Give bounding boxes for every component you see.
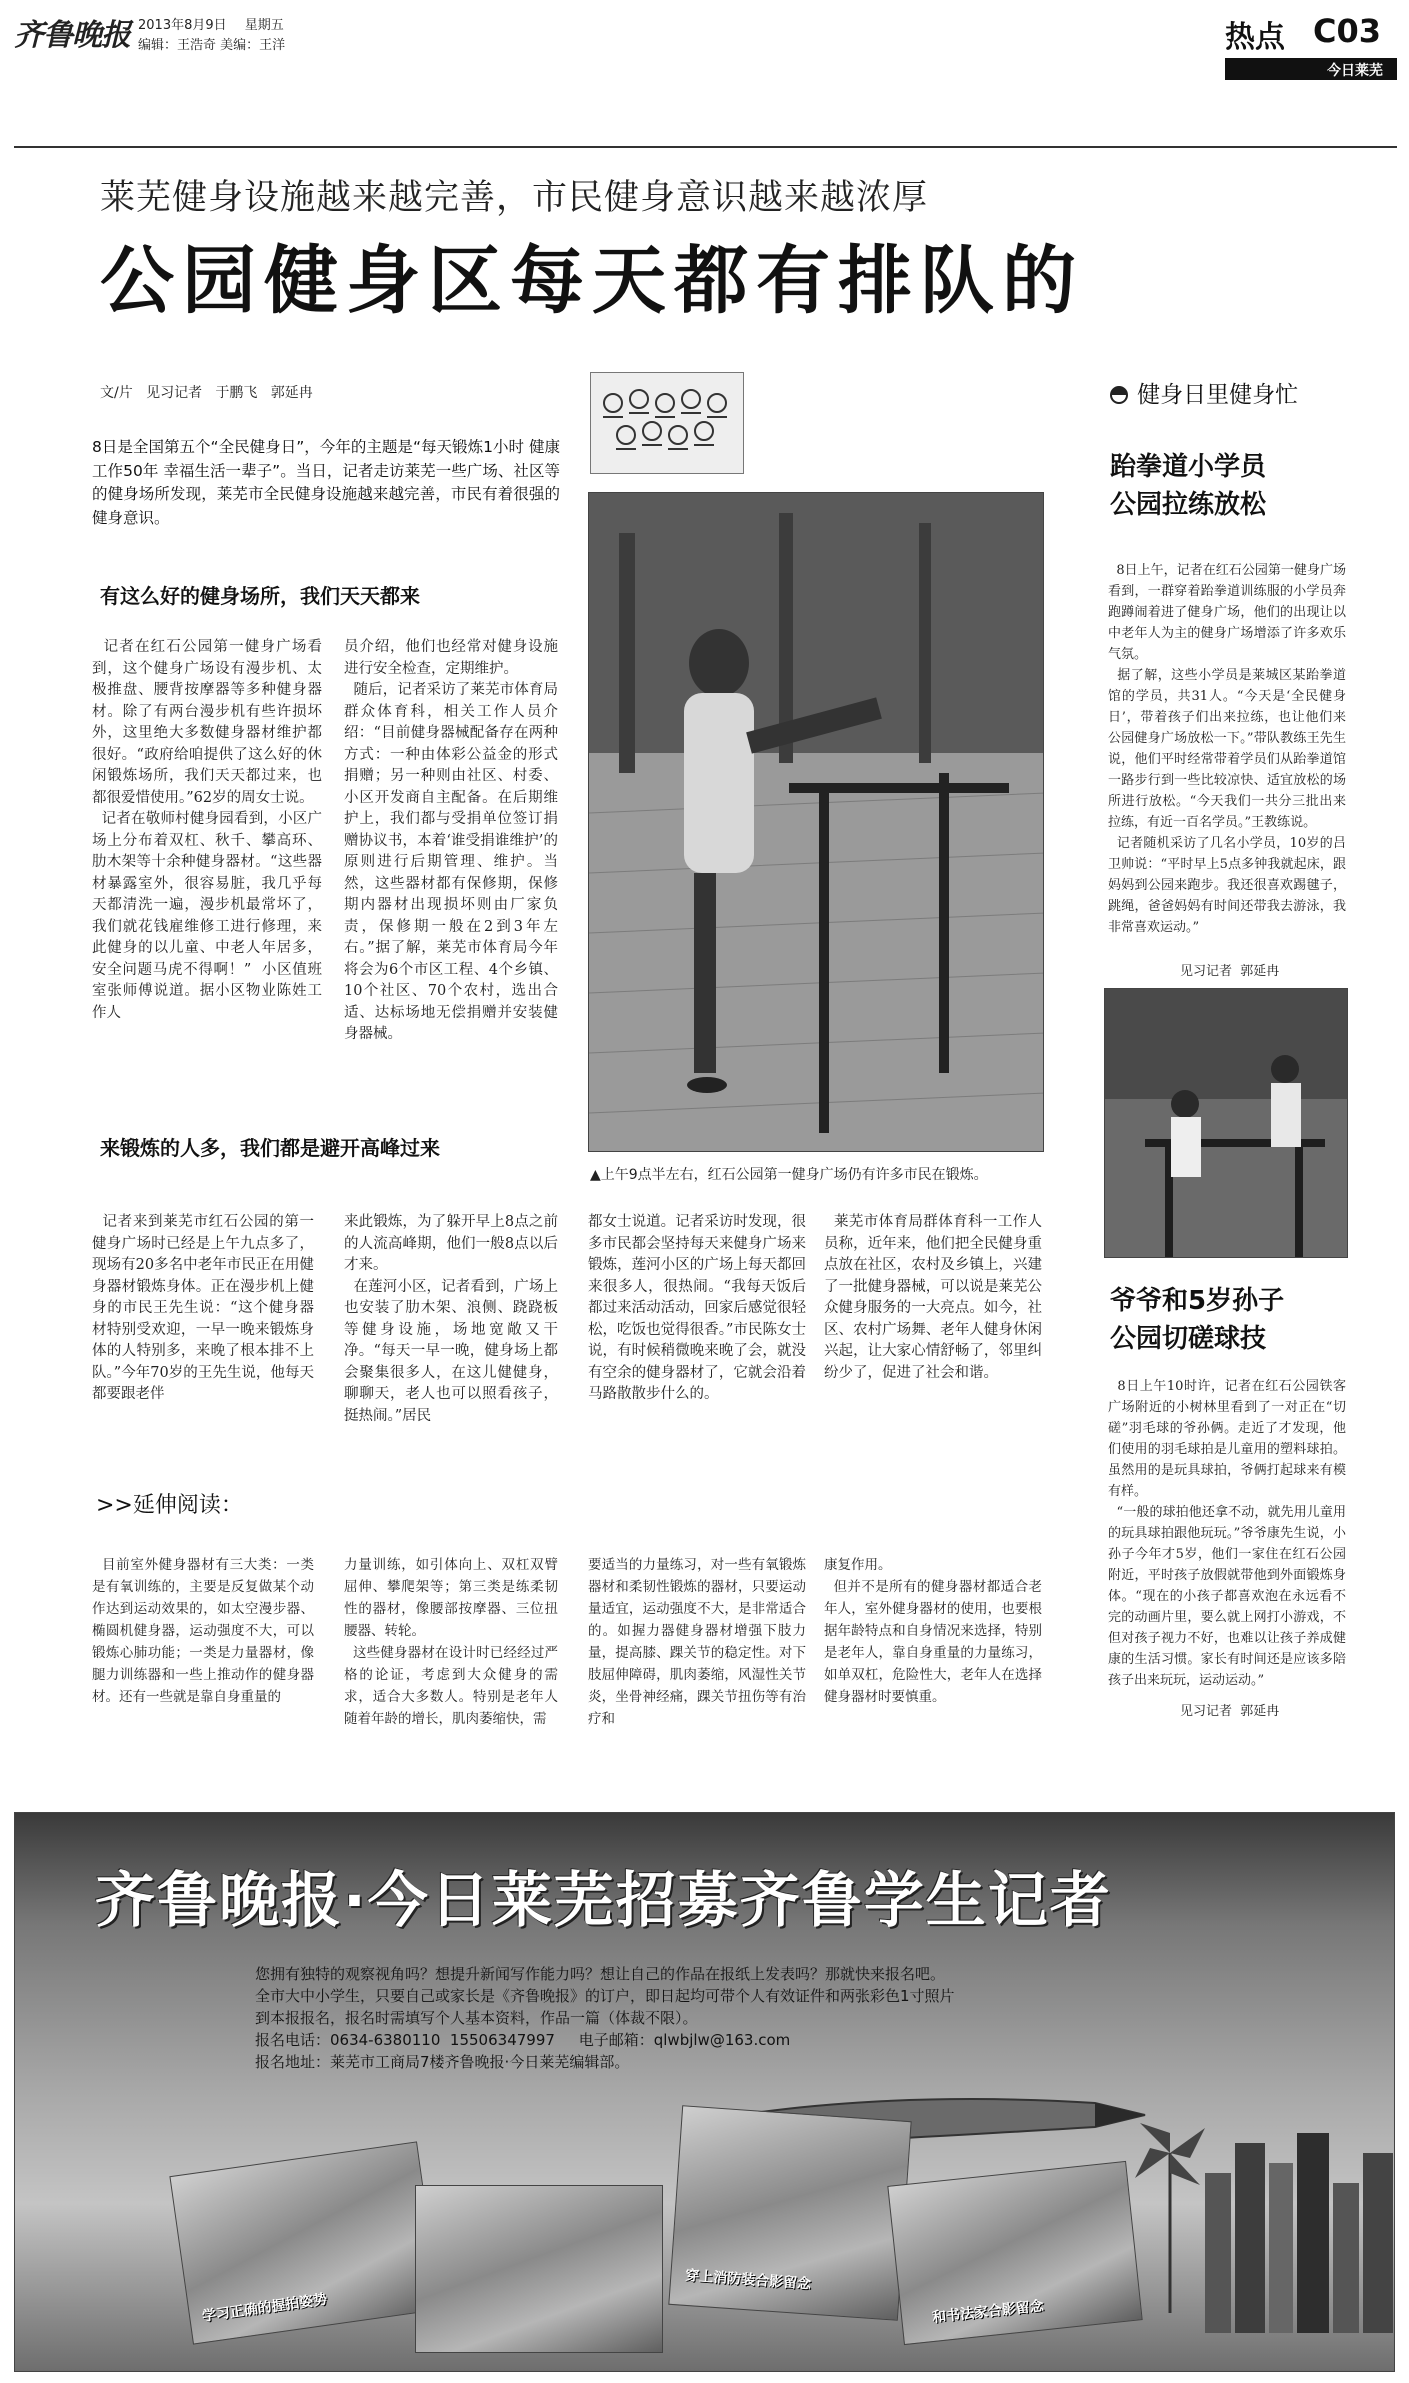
ad-text-block	[255, 1963, 1105, 2073]
ad-line-5: 报名地址：莱芜市工商局7楼齐鲁晚报·今日莱芜编辑部。	[255, 2053, 630, 2071]
section2-col3: 都女士说道。记者采访时发现，很多市民都会坚持每天来健身广场来锻炼，莲河小区的广场上每天都回来很多人，很热闹。“我每天饭后都过来活动活动，回家后感觉很轻松，吃饭也觉得很香。”市民陈女士说，有时候稍微晚来晚了会，就没有空余的健身器材了，它就会沿着马路散散步什么的。	[588, 1214, 806, 1402]
editor-line: 编辑：王浩奇 美编：王洋	[138, 38, 286, 53]
extended-col1: 目前室外健身器材有三大类：一类是有氧训练的，主要是反复做某个动作达到运动效果的，如太空漫步器、椭圆机健身器，运动强度不大，可以锻炼心肺功能；一类是力量器材，像腿力训练器和一些上推动作的健身器材。还有一些就是靠自身重量的	[92, 1557, 314, 1705]
ad-line-3: 到本报报名，报名时需填写个人基本资料，作品一篇（体裁不限）。	[255, 2009, 698, 2027]
ad-photo-1	[169, 2141, 440, 2344]
ad-photo-2	[415, 2185, 663, 2353]
cartoon-figures-icon	[591, 373, 743, 473]
masthead-rule	[14, 146, 1397, 148]
byline: 文/片 见习记者 于鹏飞 郭延冉	[100, 385, 313, 401]
ad-title: 齐鲁晚报·今日莱芜招募齐鲁学生记者	[95, 1866, 1112, 1936]
section1-title: 有这么好的健身场所，我们天天都来	[100, 584, 420, 608]
park-fitness-photo	[589, 493, 1044, 1152]
extended-col4: 康复作用。 但并不是所有的健身器材都适合老年人，室外健身器材的使用，也要根据年龄特点和自身情况来选择，特别是老年人，靠自身重量的力量练习，如单双杠，危险性大，老年人在选择健身器材时要慎重。	[824, 1557, 1042, 1705]
story1-sign: 见习记者 郭延冉	[1180, 964, 1280, 979]
extended-title: >>延伸阅读：	[96, 1493, 243, 1518]
extended-col2: 力量训练，如引体向上、双杠双臂屈伸、攀爬架等；第三类是练柔韧性的器材，像腰部按摩器、三位扭腰器、转轮。 这些健身器材在设计时已经经过严格的论证，考虑到大众健身的需求，适合大多数人。特别是老年人随着年龄的增长，肌肉萎缩快，需	[344, 1557, 558, 1727]
section-name: 热点	[1225, 20, 1285, 55]
story1-title-line1: 跆拳道小学员	[1110, 452, 1267, 482]
story2-body: 8日上午10时许，记者在红石公园铁客广场附近的小树林里看到了一对正在“切磋”羽毛球的爷孙俩。走近了才发现，他们使用的羽毛球拍是儿童用的塑料球拍。虽然用的是玩具球拍，爷俩打起球来有模有样。 “一般的球拍他还拿不动，就先用儿童用的玩具球拍跟他玩玩。”爷爷康先生说，小孙子今年才5岁，他们一家住在红石公园附近，平时孩子放假就带他到外面锻炼身体。“现在的小孩子都喜欢泡在永远看不完的动画片里，要么就上网打小游戏，不但对孩子视力不好，也难以让孩子养成健康的生活习惯。家长有时间还是应该多陪孩子出来玩玩，运动运动。”	[1108, 1379, 1346, 1688]
ad-photo-4-caption: 和书法家合影留念	[931, 2298, 1045, 2326]
sidebar-header-label: 健身日里健身忙	[1137, 382, 1299, 408]
section2-col2: 来此锻炼，为了躲开早上8点之前的人流高峰期，他们一般8点以后才来。 在莲河小区，记者看到，广场上也安装了肋木架、浪侧、跷跷板等健身设施，场地宽敞又干净。“每天一早一晚，健身场上都会聚集很多人，在这儿健健身，聊聊天，老人也可以照看孩子，挺热闹。”居民	[344, 1214, 559, 1424]
ad-line-4: 报名电话：0634-6380110 15506347997 电子邮箱：qlwbjlw@163.com	[255, 2031, 791, 2049]
headline-kicker: 莱芜健身设施越来越完善，市民健身意识越来越浓厚	[100, 178, 929, 218]
weekday: 星期五	[244, 18, 284, 33]
main-photo	[588, 492, 1044, 1152]
lede: 8日是全国第五个“全民健身日”，今年的主题是“每天锻炼1小时 健康工作50年 幸福生活一辈子”。当日，记者走访莱芜一些广场、社区等的健身场所发现，莱芜市全民健身设施越来越完善，市民有着很强的健身意识。	[92, 438, 560, 527]
paper-logo: 齐鲁晚报	[14, 18, 130, 53]
section1-col1: 记者在红石公园第一健身广场看到，这个健身广场设有漫步机、太极推盘、腰背按摩器等多种健身器材。除了有两台漫步机有些许损坏外，这里绝大多数健身器材维护都很好。“政府给咱提供了这么好的休闲锻炼场所，我们天天都过来，也都很爱惜使用。”62岁的周女士说。 记者在敬师村健身园看到，小区广场上分布着双杠、秋千、攀高环、肋木架等十余种健身器材。“这些器材暴露室外，很容易脏，我几乎每天都清洗一遍，漫步机最常坏了，我们就花钱雇维修工进行修理，来此健身的以儿童、中老人年居多，安全问题马虎不得啊！” 小区值班室张师傅说道。据小区物业陈姓工作人	[92, 639, 323, 1021]
books-icon	[1195, 2113, 1395, 2333]
subsection-tab	[1225, 58, 1397, 80]
headline-main: 公园健身区每天都有排队的	[100, 238, 1084, 324]
sidebar-photo	[1104, 988, 1348, 1258]
exercise-cartoon	[590, 372, 744, 474]
ad-photo-1-caption: 学习正确的握拍姿势	[201, 2291, 329, 2325]
story2-title	[1110, 1282, 1284, 1358]
date: 2013年8月9日	[138, 18, 227, 33]
ad-photo-3-caption: 穿上消防装合影留念	[684, 2267, 812, 2293]
ad-line-1: 您拥有独特的观察视角吗？想提升新闻写作能力吗？想让自己的作品在报纸上发表吗？那就快来报名吧。	[255, 1965, 946, 1983]
recruitment-ad	[14, 1812, 1395, 2372]
ad-line-2: 全市大中小学生，只要自己或家长是《齐鲁晚报》的订户，即日起均可带个人有效证件和两张彩色1寸照片	[255, 1987, 955, 2005]
issue-date	[138, 14, 284, 33]
masthead	[0, 0, 1409, 80]
main-photo-caption: ▲上午9点半左右，红石公园第一健身广场仍有许多市民在锻炼。	[590, 1167, 988, 1183]
story2-title-line2: 公园切磋球技	[1110, 1324, 1267, 1354]
story1-title-line2: 公园拉练放松	[1110, 490, 1267, 520]
half-circle-icon	[1110, 386, 1128, 404]
subsection-label: 今日莱芜	[1327, 63, 1383, 79]
story1-title	[1110, 448, 1266, 524]
ad-photo-3	[668, 2105, 911, 2321]
story2-sign: 见习记者 郭延冉	[1180, 1704, 1280, 1719]
story2-title-line1: 爷爷和5岁孙子	[1110, 1286, 1285, 1316]
section2-col1: 记者来到莱芜市红石公园的第一健身广场时已经是上午九点多了，现场有20多名中老年市民正在用健身器材锻炼身体。正在漫步机上健身的市民王先生说：“这个健身器材特别受欢迎，一早一晚来锻炼身体的人特别多，来晚了根本排不上队。”今年70岁的王先生说，他每天都要跟老伴	[92, 1214, 315, 1402]
ad-photo-4	[887, 2161, 1142, 2345]
story1-body: 8日上午，记者在红石公园第一健身广场看到，一群穿着跆拳道训练服的小学员奔跑蹲闹着进了健身广场，他们的出现让以中老年人为主的健身广场增添了许多欢乐气氛。 据了解，这些小学员是莱城区某跆拳道馆的学员，共31人。“今天是‘全民健身日’，带着孩子们出来拉练，也让他们来公园健身广场放松一下。”带队教练王先生说，他们平时经常带着学员们从跆拳道馆一路步行到一些比较凉快、适宜放松的场所进行放松。“今天我们一共分三批出来拉练，有近一百名学员。”王教练说。 记者随机采访了几名小学员，10岁的吕卫帅说：“平时早上5点多钟我就起床，跟妈妈到公园来跑步。我还很喜欢踢毽子，跳绳，爸爸妈妈有时间还带我去游泳，我非常喜欢运动。”	[1108, 563, 1346, 935]
section1-col2: 员介绍，他们也经常对健身设施进行安全检查，定期维护。 随后，记者采访了莱芜市体育局群众体育科，相关工作人员介绍：“目前健身器械配备存在两种方式：一种由体彩公益金的形式捐赠；另一种则由社区、村委、小区开发商自主配备。在后期维护上，我们都与受捐单位签订捐赠协议书，本着‘谁受捐谁维护’的原则进行后期管理、维护。当然，这些器材都有保修期，保修期内器材出现损坏则由厂家负责，保修期一般在2到3年左右。”据了解，莱芜市体育局今年将会为6个市区工程、4个乡镇、10个社区、70个农村，选出合适、达标场地无偿捐赠并安装健身器械。	[344, 639, 559, 1042]
section2-col4: 莱芜市体育局群体育科一工作人员称，近年来，他们把全民健身重点放在社区，农村及乡镇上，兴建了一批健身器械，可以说是莱芜公众健身服务的一大亮点。如今，社区、农村广场舞、老年人健身休闲兴起，让大家心情舒畅了，邻里纠纷少了，促进了社会和谐。	[824, 1214, 1043, 1381]
extended-col3: 要适当的力量练习，对一些有氧锻炼器材和柔韧性锻炼的器材，只要运动量适宜，运动强度不大，是非常适合的。如握力器健身器材增强下肢力量，提高膝、踝关节的稳定性。对下肢屈伸障碍，肌肉萎缩，风湿性关节炎，坐骨神经痛，踝关节扭伤等有治疗和	[588, 1557, 806, 1727]
page-number: C03	[1313, 12, 1382, 50]
section2-title: 来锻炼的人多，我们都是避开高峰过来	[100, 1136, 440, 1160]
sidebar-header	[1110, 376, 1298, 409]
taekwondo-kids-photo	[1105, 989, 1348, 1258]
